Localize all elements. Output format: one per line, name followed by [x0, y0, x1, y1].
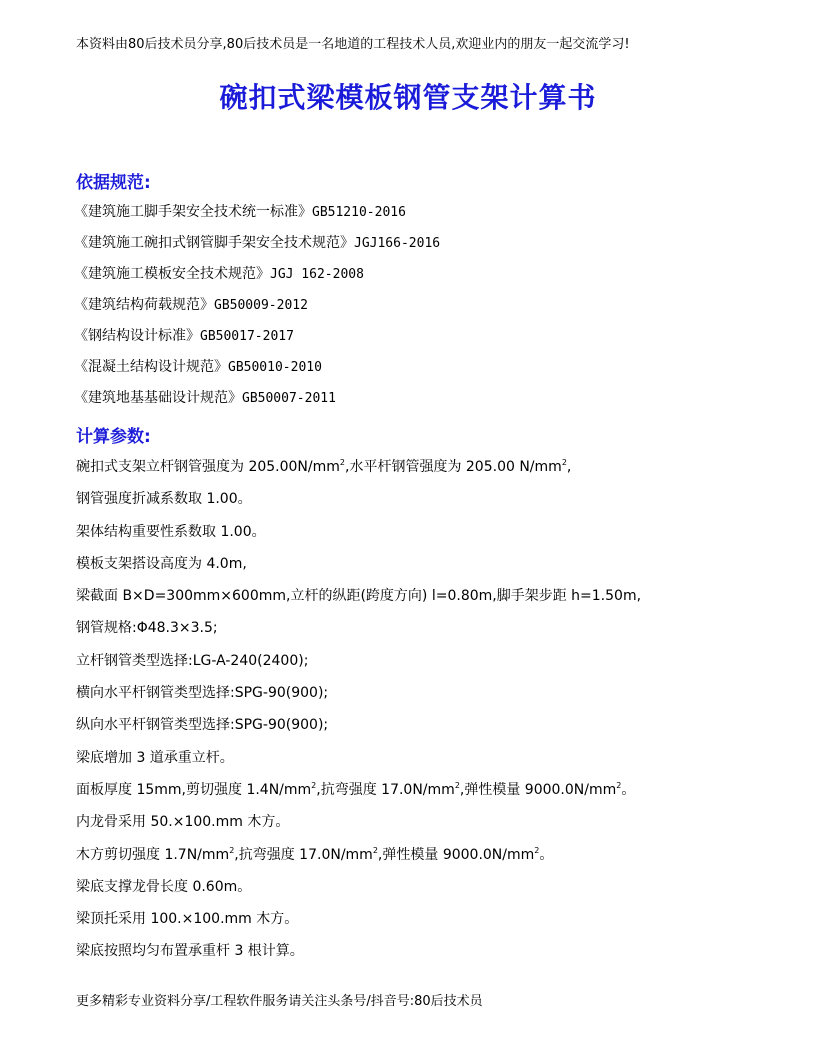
param-steel-strength [76, 454, 776, 486]
superscript: 2 [311, 780, 317, 790]
standard-code: GB51210-2016 [312, 205, 406, 220]
standard-code: GB50009-2012 [214, 298, 308, 313]
standard-name: 《建筑施工碗扣式钢管脚手架安全技术规范》 [74, 235, 354, 251]
param-pole-count: 梁底按照均匀布置承重杆 3 根计算。 [76, 943, 304, 960]
param-text: 木方剪切强度 1.7N/mm [76, 846, 230, 863]
param-text: , [566, 459, 572, 475]
standard-code: JGJ166-2016 [354, 236, 441, 251]
standard-name: 《建筑结构荷载规范》 [74, 297, 214, 313]
superscript: 2 [534, 845, 540, 855]
param-importance-factor: 架体结构重要性系数取 1.00。 [76, 523, 266, 540]
param-text: 面板厚度 15mm,剪切强度 1.4N/mm [76, 781, 312, 798]
param-longitudinal-bar-type: 纵向水平杆钢管类型选择:SPG-90(900); [76, 717, 329, 734]
param-timber [76, 842, 776, 874]
standard-item [74, 354, 440, 385]
standard-item [74, 230, 440, 261]
standard-item [74, 261, 440, 292]
param-extra-poles: 梁底增加 3 道承重立杆。 [76, 749, 234, 766]
standard-name: 《钢结构设计标准》 [74, 328, 200, 344]
header-note: 本资料由80后技术员分享,80后技术员是一名地道的工程技术人员,欢迎业内的朋友一起交流学习! [76, 37, 630, 52]
param-support-height: 模板支架搭设高度为 4.0m, [76, 555, 247, 572]
standard-name: 《建筑施工模板安全技术规范》 [74, 266, 270, 282]
param-text: ,抗弯强度 17.0N/mm [234, 846, 373, 863]
standard-name: 《混凝土结构设计规范》 [74, 359, 228, 375]
footer-note: 更多精彩专业资料分享/工程软件服务请关注头条号/抖音号:80后技术员 [76, 994, 483, 1009]
param-panel [76, 777, 776, 809]
superscript: 2 [339, 458, 345, 467]
param-transverse-bar-type: 横向水平杆钢管类型选择:SPG-90(900); [76, 685, 329, 702]
param-text: 碗扣式支架立杆钢管强度为 205.00N/mm [76, 459, 340, 475]
standard-code: GB50010-2010 [228, 360, 322, 375]
standard-item [74, 323, 440, 354]
param-inner-keel: 内龙骨采用 50.×100.mm 木方。 [76, 814, 290, 831]
standard-code: GB50007-2011 [242, 391, 336, 406]
param-pipe-spec: 钢管规格:Φ48.3×3.5; [76, 620, 218, 637]
params-heading: 计算参数: [76, 427, 151, 447]
standard-code: JGJ 162-2008 [270, 267, 364, 282]
standard-item [74, 199, 440, 230]
param-pole-type: 立杆钢管类型选择:LG-A-240(2400); [76, 652, 309, 669]
param-beam-section: 梁截面 B×D=300mm×600mm,立杆的纵距(跨度方向) l=0.80m,脚手架步距 h=1.50m, [76, 588, 642, 605]
superscript: 2 [561, 458, 567, 467]
param-text: 。 [539, 846, 554, 863]
param-text: ,抗弯强度 17.0N/mm [316, 781, 455, 798]
param-text: ,弹性模量 9000.0N/mm [377, 846, 535, 863]
superscript: 2 [616, 780, 622, 790]
param-text: ,水平杆钢管强度为 205.00 N/mm [345, 459, 562, 475]
standard-item [74, 292, 440, 323]
param-top-timber: 梁顶托采用 100.×100.mm 木方。 [76, 911, 299, 928]
standard-name: 《建筑施工脚手架安全技术统一标准》 [74, 204, 312, 220]
superscript: 2 [229, 845, 235, 855]
params-list [76, 454, 776, 971]
standards-heading: 依据规范: [76, 173, 151, 193]
param-text: ,弹性模量 9000.0N/mm [459, 781, 617, 798]
standard-code: GB50017-2017 [200, 329, 294, 344]
param-text: 。 [621, 781, 636, 798]
param-reduction-factor: 钢管强度折减系数取 1.00。 [76, 491, 252, 508]
standards-list [74, 199, 440, 416]
superscript: 2 [372, 845, 378, 855]
param-keel-length: 梁底支撑龙骨长度 0.60m。 [76, 878, 252, 895]
document-title: 碗扣式梁模板钢管支架计算书 [219, 81, 597, 114]
superscript: 2 [454, 780, 460, 790]
standard-name: 《建筑地基基础设计规范》 [74, 390, 242, 406]
standard-item [74, 385, 440, 416]
